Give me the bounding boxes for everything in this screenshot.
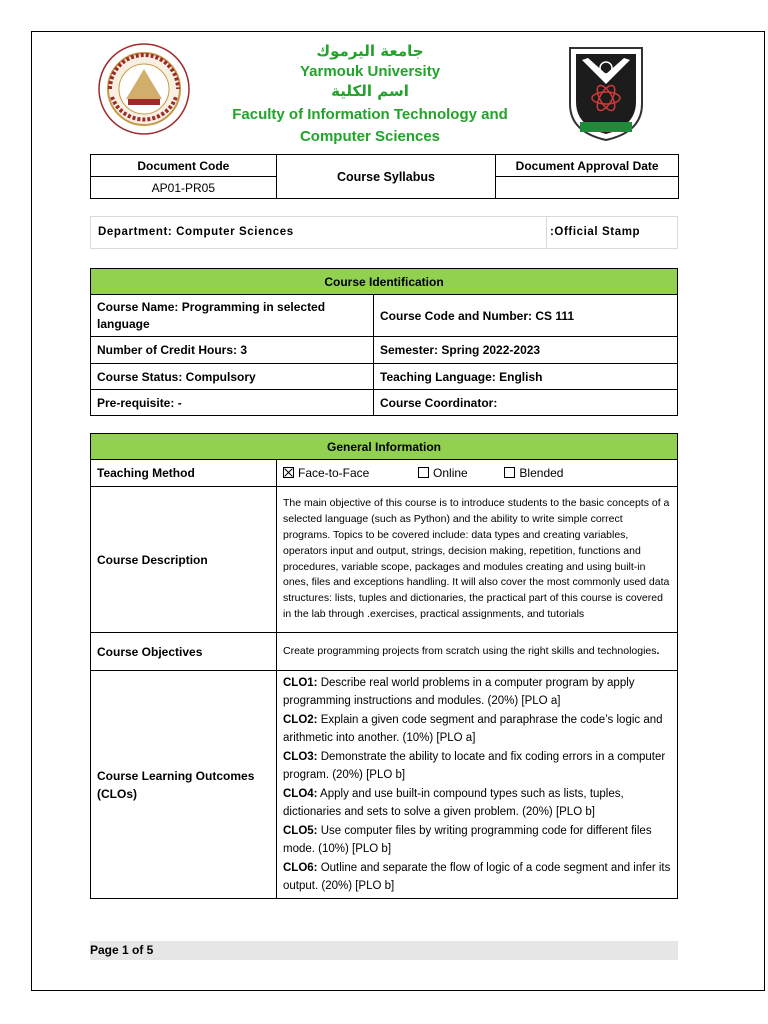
course-identification-heading: Course Identification — [91, 269, 678, 295]
arabic-university-name: جامعة اليرموك — [316, 42, 424, 60]
course-objectives-text: Create programming projects from scratch using the right skills and technologies — [283, 644, 657, 657]
faculty-name: Faculty of Information Technology and Computer Sciences — [232, 106, 508, 145]
clo-item: CLO2: Explain a given code segment and paraphrase the code’s logic and arithmetic into another. (10%) [PLO a] — [283, 713, 663, 744]
checked-checkbox-icon — [283, 467, 294, 478]
course-description-text: The main objective of this course is to introduce students to the basic concepts of a selected language (such as Python) and the ability to write simple correct programs. Topics to be covered include: data types and creating variables, operators input and output, strings, decision making, repetition, functions and procedures, variable scope, packages and modules creating and using built-in ones, files and exceptions handling. It will also cover the most commonly used data structures: lists, tuples and dictionaries, the practical part of this course is covered in the lab through .exercises, practical assignments, and tutorials — [277, 487, 678, 633]
approval-date-label: Document Approval Date — [496, 155, 679, 177]
page-footer — [90, 941, 678, 960]
course-status: Course Status: Compulsory — [91, 364, 374, 390]
arabic-faculty-name: اسم الكلية — [331, 82, 409, 100]
semester: Semester: Spring 2022-2023 — [374, 337, 678, 364]
teaching-method-label: Teaching Method — [91, 460, 277, 487]
pre-requisite: Pre-requisite: - — [91, 390, 374, 416]
department-divider — [546, 217, 547, 248]
face-to-face-option[interactable]: Face-to-Face — [283, 466, 369, 480]
online-option[interactable]: Online — [418, 466, 468, 480]
clo-item: CLO1: Describe real world problems in a computer program by apply programming instructions and modules. (20%) [PLO a] — [283, 676, 635, 707]
course-objectives-label: Course Objectives — [91, 633, 277, 671]
clo-list — [277, 671, 678, 899]
general-information-table — [90, 433, 678, 899]
course-description-label: Course Description — [91, 487, 277, 633]
course-code: Course Code and Number: CS 111 — [374, 295, 678, 337]
department-row — [90, 216, 678, 249]
page-number: Page 1 of 5 — [90, 943, 154, 957]
course-objectives-cell — [277, 633, 678, 671]
teaching-language: Teaching Language: English — [374, 364, 678, 390]
approval-date-value — [496, 177, 679, 199]
clo-item: CLO5: Use computer files by writing programming code for different files mode. (10%) [PLO b] — [283, 824, 652, 855]
course-coordinator: Course Coordinator: — [374, 390, 678, 416]
course-objectives-period: . — [656, 644, 660, 657]
teaching-method-options — [277, 460, 678, 487]
official-stamp-label: :Official Stamp — [550, 226, 641, 238]
document-info-table — [90, 154, 679, 199]
university-name: Yarmouk University — [299, 63, 441, 80]
yarmouk-university-logo — [566, 44, 646, 142]
document-code-value: AP01-PR05 — [91, 177, 277, 199]
clo-item: CLO4: Apply and use built-in compound types such as lists, tuples, dictionaries and sets to solve a given problem. (20%) [PLO b] — [283, 787, 624, 818]
department-label: Department: Computer Sciences — [98, 226, 294, 238]
accreditation-seal-logo — [98, 43, 190, 135]
course-identification-table — [90, 268, 678, 416]
document-code-label: Document Code — [91, 155, 277, 177]
credit-hours: Number of Credit Hours: 3 — [91, 337, 374, 364]
unchecked-checkbox-icon — [418, 467, 429, 478]
blended-option[interactable]: Blended — [504, 466, 563, 480]
clo-item: CLO6: Outline and separate the flow of logic of a code segment and infer its output. (20%) [PLO b] — [283, 861, 671, 892]
unchecked-checkbox-icon — [504, 467, 515, 478]
course-name: Course Name: Programming in selected language — [91, 295, 374, 337]
clo-item: CLO3: Demonstrate the ability to locate and fix coding errors in a computer program. (20%) [PLO b] — [283, 750, 666, 781]
document-title: Course Syllabus — [276, 155, 496, 199]
general-information-heading: General Information — [91, 434, 678, 460]
clo-label: Course Learning Outcomes (CLOs) — [91, 671, 277, 899]
university-header — [200, 42, 540, 148]
